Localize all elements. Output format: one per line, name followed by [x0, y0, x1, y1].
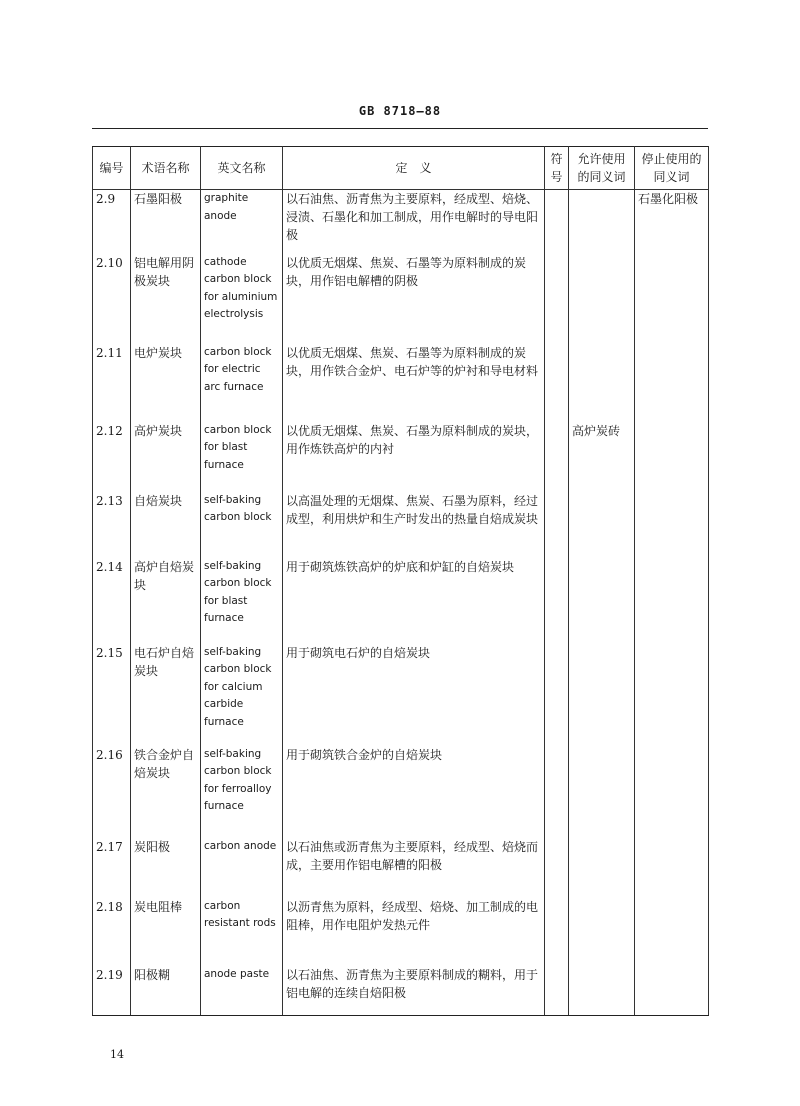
- cell-allowed-synonym: [569, 190, 635, 254]
- table-row: [93, 898, 709, 966]
- cell-definition: 用于砌筑铁合金炉的自焙炭块: [283, 746, 545, 838]
- table-row: [93, 838, 709, 898]
- col-header-term: 术语名称: [131, 147, 201, 190]
- cell-definition: 以石油焦或沥青焦为主要原料，经成型、焙烧而成，主要用作铝电解槽的阳极: [283, 838, 545, 898]
- col-header-deprecated-synonym: 停止使用的同义词: [635, 147, 709, 190]
- table-row: [93, 644, 709, 746]
- cell-allowed-synonym: [569, 492, 635, 558]
- cell-term: 高炉炭块: [131, 422, 201, 492]
- cell-definition: 以优质无烟煤、焦炭、石墨等为原料制成的炭块，用作铁合金炉、电石炉等的炉衬和导电材料: [283, 344, 545, 422]
- col-header-allowed-synonym: 允许使用的同义词: [569, 147, 635, 190]
- table-row: [93, 254, 709, 344]
- table-row: [93, 492, 709, 558]
- cell-number: 2.15: [93, 644, 131, 746]
- cell-term: 自焙炭块: [131, 492, 201, 558]
- col-header-definition: 定 义: [283, 147, 545, 190]
- cell-symbol: [545, 492, 569, 558]
- table-header-row: [93, 147, 709, 190]
- cell-symbol: [545, 966, 569, 1016]
- cell-deprecated-synonym: [635, 254, 709, 344]
- cell-definition: 用于砌筑炼铁高炉的炉底和炉缸的自焙炭块: [283, 558, 545, 644]
- cell-term: 高炉自焙炭块: [131, 558, 201, 644]
- col-header-english: 英文名称: [201, 147, 283, 190]
- cell-symbol: [545, 344, 569, 422]
- cell-english: anode paste: [201, 966, 283, 1016]
- cell-english: self-baking carbon block: [201, 492, 283, 558]
- cell-deprecated-synonym: [635, 746, 709, 838]
- cell-deprecated-synonym: [635, 838, 709, 898]
- cell-definition: 以优质无烟煤、焦炭、石墨为原料制成的炭块，用作炼铁高炉的内衬: [283, 422, 545, 492]
- cell-english: carbon block for electric arc furnace: [201, 344, 283, 422]
- cell-definition: 以优质无烟煤、焦炭、石墨等为原料制成的炭块，用作铝电解槽的阴极: [283, 254, 545, 344]
- cell-english: self-baking carbon block for ferroalloy furnace: [201, 746, 283, 838]
- cell-deprecated-synonym: [635, 492, 709, 558]
- table-row: [93, 966, 709, 1016]
- page-number: 14: [110, 1048, 124, 1061]
- cell-allowed-synonym: [569, 254, 635, 344]
- col-header-symbol: 符号: [545, 147, 569, 190]
- cell-term: 炭电阻棒: [131, 898, 201, 966]
- cell-symbol: [545, 558, 569, 644]
- cell-english: graphite anode: [201, 190, 283, 254]
- cell-number: 2.14: [93, 558, 131, 644]
- cell-symbol: [545, 254, 569, 344]
- cell-term: 铁合金炉自焙炭块: [131, 746, 201, 838]
- cell-english: self-baking carbon block for blast furnace: [201, 558, 283, 644]
- cell-english: cathode carbon block for aluminium electrolysis: [201, 254, 283, 344]
- cell-definition: 以沥青焦为原料，经成型、焙烧、加工制成的电阻棒，用作电阻炉发热元件: [283, 898, 545, 966]
- cell-deprecated-synonym: [635, 644, 709, 746]
- table-row: [93, 344, 709, 422]
- cell-english: self-baking carbon block for calcium carbide furnace: [201, 644, 283, 746]
- header-rule: [92, 128, 708, 129]
- cell-english: carbon block for blast furnace: [201, 422, 283, 492]
- cell-number: 2.19: [93, 966, 131, 1016]
- cell-number: 2.13: [93, 492, 131, 558]
- cell-symbol: [545, 644, 569, 746]
- cell-number: 2.18: [93, 898, 131, 966]
- cell-definition: 以石油焦、沥青焦为主要原料制成的糊料，用于铝电解的连续自焙阳极: [283, 966, 545, 1016]
- cell-number: 2.9: [93, 190, 131, 254]
- cell-deprecated-synonym: 石墨化阳极: [635, 190, 709, 254]
- cell-allowed-synonym: 高炉炭砖: [569, 422, 635, 492]
- cell-symbol: [545, 190, 569, 254]
- cell-number: 2.17: [93, 838, 131, 898]
- cell-term: 阳极糊: [131, 966, 201, 1016]
- cell-symbol: [545, 898, 569, 966]
- cell-english: carbon resistant rods: [201, 898, 283, 966]
- standard-code: GB 8718—88: [358, 104, 442, 118]
- cell-allowed-synonym: [569, 344, 635, 422]
- cell-deprecated-synonym: [635, 558, 709, 644]
- cell-term: 电石炉自焙炭块: [131, 644, 201, 746]
- cell-definition: 以石油焦、沥青焦为主要原料，经成型、焙烧、浸渍、石墨化和加工制成，用作电解时的导电阳极: [283, 190, 545, 254]
- cell-allowed-synonym: [569, 558, 635, 644]
- cell-symbol: [545, 746, 569, 838]
- cell-allowed-synonym: [569, 644, 635, 746]
- table-row: [93, 422, 709, 492]
- cell-allowed-synonym: [569, 898, 635, 966]
- cell-number: 2.11: [93, 344, 131, 422]
- col-header-number: 编号: [93, 147, 131, 190]
- cell-deprecated-synonym: [635, 898, 709, 966]
- terms-table: [92, 146, 709, 1016]
- table-row: [93, 746, 709, 838]
- cell-definition: 以高温处理的无烟煤、焦炭、石墨为原料，经过成型，利用烘炉和生产时发出的热量自焙成炭块: [283, 492, 545, 558]
- cell-english: carbon anode: [201, 838, 283, 898]
- cell-number: 2.16: [93, 746, 131, 838]
- cell-term: 铝电解用阴极炭块: [131, 254, 201, 344]
- cell-symbol: [545, 422, 569, 492]
- cell-term: 炭阳极: [131, 838, 201, 898]
- cell-deprecated-synonym: [635, 344, 709, 422]
- cell-deprecated-synonym: [635, 966, 709, 1016]
- table-row: [93, 190, 709, 254]
- cell-allowed-synonym: [569, 966, 635, 1016]
- cell-definition: 用于砌筑电石炉的自焙炭块: [283, 644, 545, 746]
- cell-term: 电炉炭块: [131, 344, 201, 422]
- cell-number: 2.12: [93, 422, 131, 492]
- table-row: [93, 558, 709, 644]
- cell-deprecated-synonym: [635, 422, 709, 492]
- cell-term: 石墨阳极: [131, 190, 201, 254]
- cell-number: 2.10: [93, 254, 131, 344]
- cell-allowed-synonym: [569, 838, 635, 898]
- cell-allowed-synonym: [569, 746, 635, 838]
- cell-symbol: [545, 838, 569, 898]
